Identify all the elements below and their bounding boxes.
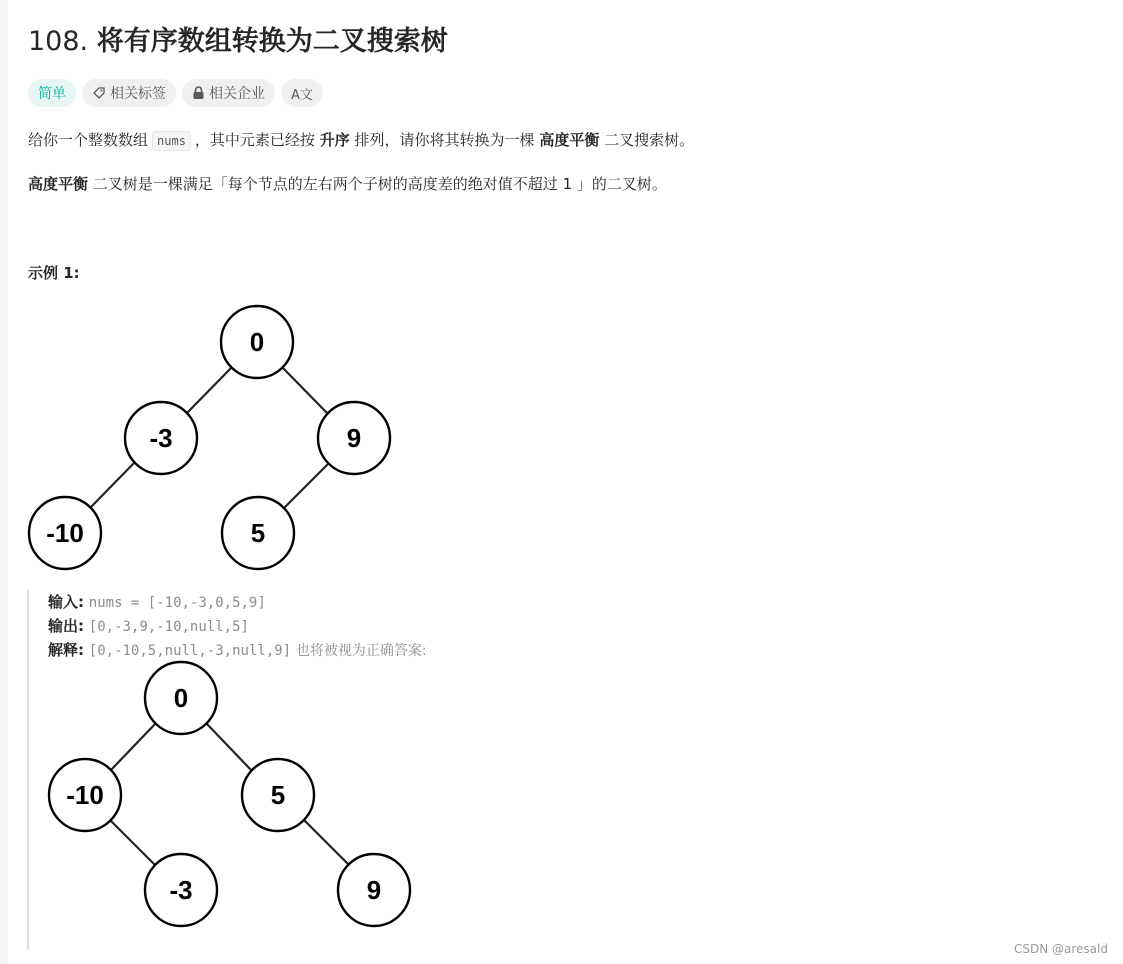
difficulty-badge[interactable]: [28, 79, 76, 107]
desc-text: 二叉搜索树。: [604, 131, 695, 149]
translate-icon: A文: [291, 87, 313, 103]
example-tree-2: [28, 660, 428, 944]
explain-label: 解释:: [48, 641, 84, 659]
tree-node-label: -10: [46, 518, 84, 548]
tree-node-label: 5: [270, 780, 286, 810]
tree-edge: [284, 462, 330, 508]
example-input: [48, 590, 266, 615]
tree-node-label: 5: [250, 518, 266, 548]
watermark: CSDN @aresald: [1014, 942, 1108, 956]
tree-edge: [186, 367, 232, 414]
tree-node-label: 0: [249, 327, 265, 357]
related-companies-button[interactable]: [182, 79, 275, 107]
desc-bold: 高度平衡: [28, 175, 89, 193]
translate-button[interactable]: [281, 79, 323, 107]
tag-bar: [28, 79, 323, 107]
tree-edge: [110, 723, 156, 771]
tree-node-label: -3: [149, 423, 173, 453]
desc-text: 给你一个整数数组: [28, 131, 149, 149]
output-label: 输出:: [48, 617, 84, 635]
tree-node-label: 9: [366, 875, 382, 905]
desc-text: ，其中元素已经按: [194, 131, 315, 149]
desc-text: 二叉树是一棵满足「每个节点的左右两个子树的高度差的绝对值不超过 1 」的二叉树。: [92, 175, 667, 193]
inline-code-nums: nums: [152, 131, 191, 151]
output-value: [0,-3,9,-10,null,5]: [88, 619, 249, 635]
desc-bold: 高度平衡: [539, 131, 600, 149]
tree-edge: [110, 820, 156, 866]
problem-page: [8, 0, 1123, 964]
tree-node-label: 9: [346, 423, 362, 453]
tree-edge: [206, 723, 252, 771]
example-title: 示例 1:: [28, 264, 80, 282]
desc-text: 排列，请你将其转换为一棵: [354, 131, 535, 149]
tree-edge: [304, 820, 350, 866]
problem-number: 108.: [28, 26, 89, 57]
tree-edge: [90, 462, 135, 508]
description-paragraph-1: [28, 128, 694, 153]
tree-node-label: -3: [169, 875, 193, 905]
desc-bold: 升序: [319, 131, 350, 149]
input-value: nums = [-10,-3,0,5,9]: [88, 595, 266, 611]
lock-icon: [192, 86, 205, 100]
tree-node-label: -10: [66, 780, 104, 810]
tree-node-label: 0: [173, 683, 189, 713]
description-paragraph-2: [28, 172, 667, 196]
tag-icon: [92, 86, 106, 100]
related-topics-label: 相关标签: [110, 86, 166, 102]
problem-title: [28, 22, 448, 62]
explain-note: 也将被视为正确答案:: [295, 643, 427, 659]
example-output: [48, 614, 249, 639]
related-companies-label: 相关企业: [209, 86, 265, 102]
problem-name[interactable]: 将有序数组转换为二叉搜索树: [96, 26, 448, 57]
related-topics-button[interactable]: [82, 79, 176, 107]
explain-value: [0,-10,5,null,-3,null,9]: [88, 643, 292, 659]
difficulty-label: 简单: [38, 86, 66, 102]
tree-edge: [282, 367, 328, 414]
example-tree-1: [8, 290, 408, 584]
input-label: 输入:: [48, 593, 84, 611]
